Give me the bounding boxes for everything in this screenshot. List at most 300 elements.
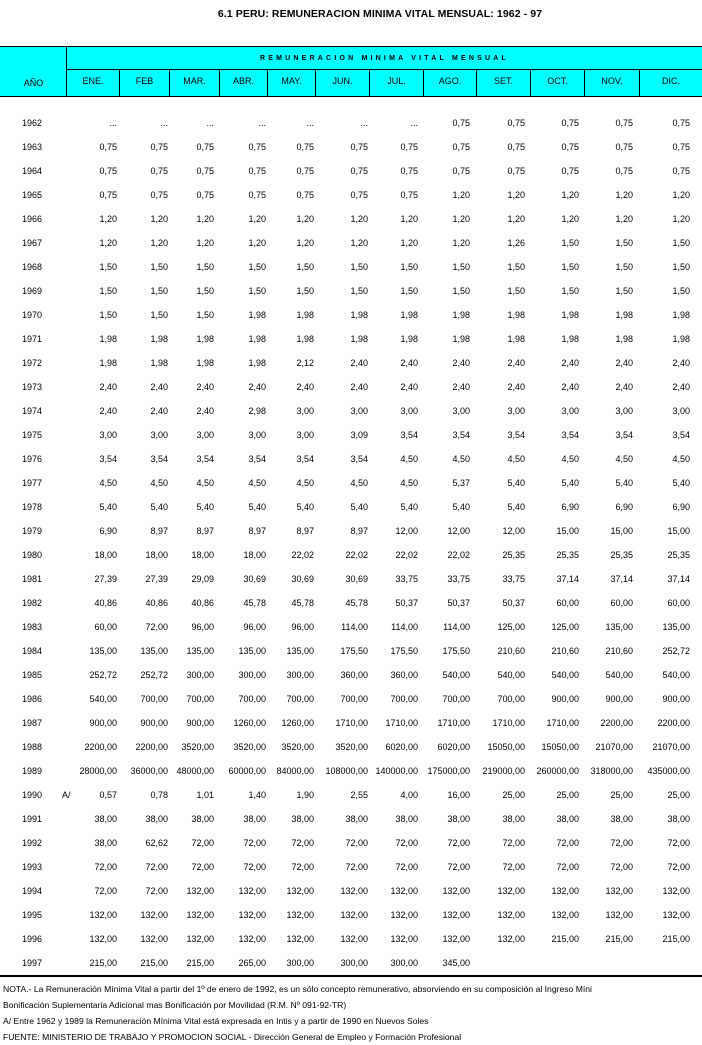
- value-cell: 1,50: [150, 262, 168, 272]
- value-cell: 96,00: [191, 622, 214, 632]
- value-cell: 3,54: [672, 430, 690, 440]
- value-cell: 72,00: [291, 862, 314, 872]
- table-row: [0, 904, 702, 928]
- value-cell: 25,35: [610, 550, 633, 560]
- value-cell: 5,40: [561, 478, 579, 488]
- value-cell: 3,54: [507, 430, 525, 440]
- value-cell: 132,00: [442, 886, 470, 896]
- table-header: [0, 46, 702, 97]
- value-cell: 1,20: [672, 190, 690, 200]
- value-cell: 22,02: [345, 550, 368, 560]
- value-cell: 33,75: [395, 574, 418, 584]
- value-cell: 132,00: [605, 910, 633, 920]
- table-row: [0, 472, 702, 496]
- value-cell: 72,00: [395, 862, 418, 872]
- year-cell: 1963: [22, 142, 43, 152]
- value-cell: 3,00: [507, 406, 525, 416]
- year-cell: 1965: [22, 190, 43, 200]
- year-cell: 1964: [22, 166, 43, 176]
- value-cell: 3,00: [248, 430, 266, 440]
- value-cell: 1,20: [615, 214, 633, 224]
- value-cell: 3,54: [400, 430, 418, 440]
- value-cell: 2,40: [452, 358, 470, 368]
- value-cell: 1,20: [296, 238, 314, 248]
- value-cell: 215,00: [89, 958, 117, 968]
- value-cell: 4,50: [672, 454, 690, 464]
- year-cell: 1969: [22, 286, 43, 296]
- table-row: [0, 160, 702, 184]
- footer-divider: [0, 975, 702, 977]
- value-cell: 1,50: [507, 286, 525, 296]
- month-header: MAR.: [170, 70, 220, 96]
- value-cell: 1,20: [507, 214, 525, 224]
- value-cell: 2,40: [452, 382, 470, 392]
- value-cell: 1,98: [248, 334, 266, 344]
- year-cell: 1972: [22, 358, 43, 368]
- value-cell: 3,54: [296, 454, 314, 464]
- value-cell: 1,50: [296, 262, 314, 272]
- value-cell: 0,75: [507, 142, 525, 152]
- value-cell: 0,75: [150, 142, 168, 152]
- value-cell: 132,00: [442, 910, 470, 920]
- value-cell: 2,40: [350, 358, 368, 368]
- value-cell: 132,00: [605, 886, 633, 896]
- value-cell: 0,75: [196, 190, 214, 200]
- value-cell: 15050,00: [541, 742, 579, 752]
- value-cell: 4,00: [400, 790, 418, 800]
- value-cell: ...: [160, 118, 168, 128]
- value-cell: 4,50: [400, 478, 418, 488]
- value-cell: 1,50: [615, 286, 633, 296]
- value-cell: 15,00: [556, 526, 579, 536]
- value-cell: 700,00: [186, 694, 214, 704]
- value-cell: 1,98: [150, 358, 168, 368]
- value-cell: 210,60: [497, 646, 525, 656]
- value-cell: 700,00: [442, 694, 470, 704]
- value-cell: 132,00: [390, 910, 418, 920]
- value-cell: 135,00: [605, 622, 633, 632]
- value-cell: 252,72: [140, 670, 168, 680]
- value-cell: 2,40: [672, 382, 690, 392]
- table-row: [0, 280, 702, 304]
- value-cell: 3,54: [248, 454, 266, 464]
- value-cell: 3,00: [99, 430, 117, 440]
- value-cell: 135,00: [186, 646, 214, 656]
- value-cell: 4,50: [507, 454, 525, 464]
- value-cell: 300,00: [186, 670, 214, 680]
- value-cell: 700,00: [340, 694, 368, 704]
- value-cell: 0,75: [452, 118, 470, 128]
- value-cell: ...: [206, 118, 214, 128]
- value-cell: 0,75: [350, 190, 368, 200]
- value-cell: 2,55: [350, 790, 368, 800]
- value-cell: 1,98: [672, 334, 690, 344]
- value-cell: 60000,00: [228, 766, 266, 776]
- value-cell: 5,40: [400, 502, 418, 512]
- value-cell: 18,00: [145, 550, 168, 560]
- value-cell: 0,75: [615, 118, 633, 128]
- value-cell: 1,20: [248, 214, 266, 224]
- value-cell: 1,20: [99, 214, 117, 224]
- value-cell: 1,98: [350, 310, 368, 320]
- value-cell: 72,00: [243, 838, 266, 848]
- value-cell: 215,00: [662, 934, 690, 944]
- value-cell: 1,50: [99, 310, 117, 320]
- value-cell: 25,00: [667, 790, 690, 800]
- value-cell: 40,86: [145, 598, 168, 608]
- value-cell: 1,50: [561, 238, 579, 248]
- value-cell: 300,00: [340, 958, 368, 968]
- value-cell: 1,50: [615, 262, 633, 272]
- year-cell: 1973: [22, 382, 43, 392]
- value-cell: 114,00: [341, 622, 368, 632]
- year-cell: 1993: [22, 862, 43, 872]
- value-cell: 3520,00: [281, 742, 314, 752]
- value-cell: 114,00: [443, 622, 470, 632]
- value-cell: 1,98: [561, 310, 579, 320]
- value-cell: 18,00: [94, 550, 117, 560]
- value-cell: 900,00: [140, 718, 168, 728]
- value-cell: 2,40: [615, 358, 633, 368]
- value-cell: 252,72: [662, 646, 690, 656]
- value-cell: 1,98: [672, 310, 690, 320]
- value-cell: 175,50: [442, 646, 470, 656]
- value-cell: 132,00: [442, 934, 470, 944]
- value-cell: 72,00: [291, 838, 314, 848]
- value-cell: 140000,00: [375, 766, 418, 776]
- value-cell: 8,97: [150, 526, 168, 536]
- value-cell: 900,00: [551, 694, 579, 704]
- value-cell: 0,75: [507, 166, 525, 176]
- value-cell: 1,50: [150, 310, 168, 320]
- value-cell: 360,00: [390, 670, 418, 680]
- value-cell: 0,75: [248, 142, 266, 152]
- table-row: [0, 856, 702, 880]
- value-cell: 0,75: [99, 166, 117, 176]
- value-cell: 215,00: [551, 934, 579, 944]
- value-cell: 2,40: [196, 406, 214, 416]
- month-header: AGO.: [424, 70, 477, 96]
- value-cell: 2,40: [400, 358, 418, 368]
- value-cell: 1,98: [196, 334, 214, 344]
- value-cell: 132,00: [186, 934, 214, 944]
- value-cell: 25,35: [556, 550, 579, 560]
- value-cell: 1,98: [507, 334, 525, 344]
- table-row: [0, 256, 702, 280]
- table-row: [0, 808, 702, 832]
- value-cell: 132,00: [286, 934, 314, 944]
- year-cell: 1996: [22, 934, 43, 944]
- value-cell: 40,86: [191, 598, 214, 608]
- year-cell: 1962: [22, 118, 43, 128]
- value-cell: 2,40: [561, 358, 579, 368]
- value-cell: 96,00: [243, 622, 266, 632]
- value-cell: 72,00: [94, 886, 117, 896]
- value-cell: 2,40: [507, 382, 525, 392]
- value-cell: 5,40: [150, 502, 168, 512]
- value-cell: 5,40: [296, 502, 314, 512]
- value-cell: 1,50: [150, 286, 168, 296]
- value-cell: 8,97: [196, 526, 214, 536]
- value-cell: 30,69: [243, 574, 266, 584]
- value-cell: 25,00: [610, 790, 633, 800]
- year-note-marker: A/: [62, 790, 71, 800]
- value-cell: 5,40: [615, 478, 633, 488]
- value-cell: 3,54: [615, 430, 633, 440]
- table-row: [0, 544, 702, 568]
- value-cell: 135,00: [140, 646, 168, 656]
- value-cell: 38,00: [395, 814, 418, 824]
- value-cell: 6,90: [99, 526, 117, 536]
- month-header: ENE.: [67, 70, 120, 96]
- value-cell: 84000,00: [276, 766, 314, 776]
- value-cell: 1,26: [507, 238, 525, 248]
- year-header-label: AÑO: [23, 78, 44, 88]
- value-cell: 27,39: [94, 574, 117, 584]
- value-cell: 72,00: [556, 862, 579, 872]
- value-cell: 45,78: [291, 598, 314, 608]
- value-cell: 175000,00: [427, 766, 470, 776]
- value-cell: 72,00: [395, 838, 418, 848]
- value-cell: 0,75: [99, 190, 117, 200]
- value-cell: 25,00: [502, 790, 525, 800]
- table-row: [0, 928, 702, 952]
- value-cell: 135,00: [662, 622, 690, 632]
- value-cell: 2,40: [350, 382, 368, 392]
- value-cell: 700,00: [390, 694, 418, 704]
- value-cell: 345,00: [442, 958, 470, 968]
- year-cell: 1981: [22, 574, 43, 584]
- value-cell: 2,40: [150, 406, 168, 416]
- value-cell: 4,50: [615, 454, 633, 464]
- table-row: [0, 952, 702, 976]
- value-cell: ...: [360, 118, 368, 128]
- footnote-line: Bonificación Suplementaria Adicional mas Bonificación por Movilidad (R.M. Nº 091-92-TR): [3, 1000, 347, 1010]
- value-cell: 4,50: [400, 454, 418, 464]
- month-header: DIC.: [662, 76, 680, 86]
- value-cell: 6,90: [615, 502, 633, 512]
- value-cell: 0,75: [615, 166, 633, 176]
- year-cell: 1974: [22, 406, 43, 416]
- value-cell: 0,75: [196, 166, 214, 176]
- value-cell: 132,00: [186, 910, 214, 920]
- value-cell: 0,75: [615, 142, 633, 152]
- value-cell: 132,00: [140, 910, 168, 920]
- value-cell: 0,75: [150, 190, 168, 200]
- value-cell: 1,50: [196, 286, 214, 296]
- table-row: [0, 328, 702, 352]
- value-cell: 1,50: [350, 262, 368, 272]
- value-cell: 0,78: [150, 790, 168, 800]
- year-cell: 1997: [22, 958, 43, 968]
- value-cell: 0,75: [561, 166, 579, 176]
- value-cell: 1,50: [248, 286, 266, 296]
- month-header: ABR.: [220, 70, 268, 96]
- value-cell: 72,00: [610, 838, 633, 848]
- value-cell: 60,00: [94, 622, 117, 632]
- value-cell: 0,75: [400, 190, 418, 200]
- value-cell: 0,75: [296, 190, 314, 200]
- value-cell: ...: [258, 118, 266, 128]
- value-cell: 72,00: [667, 862, 690, 872]
- table-row: [0, 112, 702, 136]
- value-cell: 1,98: [452, 334, 470, 344]
- value-cell: 3,00: [196, 430, 214, 440]
- value-cell: 2,40: [507, 358, 525, 368]
- value-cell: 12,00: [395, 526, 418, 536]
- value-cell: 38,00: [502, 814, 525, 824]
- value-cell: 1,20: [150, 214, 168, 224]
- value-cell: 38,00: [145, 814, 168, 824]
- value-cell: 0,75: [507, 118, 525, 128]
- value-cell: 0,75: [452, 142, 470, 152]
- table-row: [0, 184, 702, 208]
- value-cell: 132,00: [390, 886, 418, 896]
- value-cell: 0,75: [672, 142, 690, 152]
- value-cell: 3,09: [350, 430, 368, 440]
- table-row: [0, 448, 702, 472]
- value-cell: 1,98: [248, 358, 266, 368]
- value-cell: 132,00: [286, 886, 314, 896]
- value-cell: 72,00: [345, 838, 368, 848]
- value-cell: 12,00: [447, 526, 470, 536]
- table-row: [0, 592, 702, 616]
- value-cell: ...: [306, 118, 314, 128]
- value-cell: 1,98: [615, 334, 633, 344]
- value-cell: 1,20: [350, 214, 368, 224]
- value-cell: 1710,00: [335, 718, 368, 728]
- value-cell: 6020,00: [385, 742, 418, 752]
- value-cell: 4,50: [452, 454, 470, 464]
- value-cell: 1,98: [296, 334, 314, 344]
- table-row: [0, 496, 702, 520]
- month-header: NOV.: [585, 70, 640, 96]
- value-cell: 219000,00: [482, 766, 525, 776]
- value-cell: 3,00: [615, 406, 633, 416]
- value-cell: 18,00: [191, 550, 214, 560]
- value-cell: 1,98: [400, 310, 418, 320]
- value-cell: 215,00: [140, 958, 168, 968]
- value-cell: 8,97: [296, 526, 314, 536]
- value-cell: 3,00: [561, 406, 579, 416]
- value-cell: 1,50: [400, 262, 418, 272]
- value-cell: 38,00: [243, 814, 266, 824]
- value-cell: 132,00: [286, 910, 314, 920]
- value-cell: 0,75: [452, 166, 470, 176]
- month-header: OCT.: [531, 70, 585, 96]
- value-cell: 3,00: [296, 430, 314, 440]
- value-cell: 1,50: [248, 262, 266, 272]
- value-cell: 2200,00: [600, 718, 633, 728]
- value-cell: ...: [410, 118, 418, 128]
- value-cell: 72,00: [145, 886, 168, 896]
- footnote-line: FUENTE: MINISTERIO DE TRABAJO Y PROMOCION SOCIAL - Dirección General de Empleo y Formación Profesional: [3, 1032, 462, 1042]
- value-cell: 132,00: [186, 886, 214, 896]
- value-cell: 50,37: [395, 598, 418, 608]
- value-cell: 22,02: [395, 550, 418, 560]
- value-cell: 30,69: [291, 574, 314, 584]
- value-cell: 60,00: [667, 598, 690, 608]
- value-cell: 1,98: [296, 310, 314, 320]
- month-headers: [67, 70, 702, 96]
- value-cell: 2,40: [248, 382, 266, 392]
- value-cell: 360,00: [340, 670, 368, 680]
- value-cell: 4,50: [196, 478, 214, 488]
- value-cell: 700,00: [140, 694, 168, 704]
- value-cell: 1,98: [350, 334, 368, 344]
- value-cell: 25,35: [667, 550, 690, 560]
- value-cell: 72,00: [447, 862, 470, 872]
- value-cell: 2,40: [400, 382, 418, 392]
- value-cell: 540,00: [605, 670, 633, 680]
- value-cell: 38,00: [291, 814, 314, 824]
- value-cell: 50,37: [447, 598, 470, 608]
- value-cell: 3,00: [350, 406, 368, 416]
- value-cell: 38,00: [447, 814, 470, 824]
- value-cell: 540,00: [442, 670, 470, 680]
- value-cell: 265,00: [238, 958, 266, 968]
- value-cell: 0,75: [400, 142, 418, 152]
- value-cell: 72,00: [94, 862, 117, 872]
- value-cell: 1,20: [196, 238, 214, 248]
- value-cell: 4,50: [350, 478, 368, 488]
- value-cell: 1710,00: [492, 718, 525, 728]
- value-cell: 2200,00: [657, 718, 690, 728]
- value-cell: 72,00: [667, 838, 690, 848]
- value-cell: 1,20: [99, 238, 117, 248]
- year-cell: 1991: [22, 814, 43, 824]
- value-cell: 0,75: [350, 166, 368, 176]
- year-cell: 1983: [22, 622, 43, 632]
- value-cell: 3,00: [672, 406, 690, 416]
- value-cell: 1,50: [672, 238, 690, 248]
- value-cell: 2,40: [296, 382, 314, 392]
- footnotes: [3, 981, 702, 1045]
- value-cell: 72,00: [191, 862, 214, 872]
- year-cell: 1979: [22, 526, 43, 536]
- value-cell: 8,97: [248, 526, 266, 536]
- year-cell: 1971: [22, 334, 43, 344]
- value-cell: 135,00: [286, 646, 314, 656]
- value-cell: 0,75: [400, 166, 418, 176]
- value-cell: 3520,00: [233, 742, 266, 752]
- value-cell: 5,40: [350, 502, 368, 512]
- value-cell: 540,00: [89, 694, 117, 704]
- value-cell: 132,00: [497, 910, 525, 920]
- value-cell: 215,00: [186, 958, 214, 968]
- value-cell: 3,00: [400, 406, 418, 416]
- value-cell: 132,00: [238, 910, 266, 920]
- year-cell: 1995: [22, 910, 43, 920]
- year-cell: 1987: [22, 718, 43, 728]
- value-cell: 72,00: [145, 622, 168, 632]
- year-cell: 1985: [22, 670, 43, 680]
- year-cell: 1984: [22, 646, 43, 656]
- value-cell: 1260,00: [233, 718, 266, 728]
- value-cell: 4,50: [99, 478, 117, 488]
- value-cell: 900,00: [605, 694, 633, 704]
- value-cell: 540,00: [662, 670, 690, 680]
- table-title: 6.1 PERU: REMUNERACION MINIMA VITAL MENSUAL: 1962 - 97: [217, 8, 543, 20]
- value-cell: 45,78: [243, 598, 266, 608]
- value-cell: 72,00: [610, 862, 633, 872]
- value-cell: 132,00: [238, 934, 266, 944]
- value-cell: 3,54: [561, 430, 579, 440]
- year-cell: 1980: [22, 550, 43, 560]
- value-cell: 38,00: [667, 814, 690, 824]
- value-cell: 72,00: [502, 862, 525, 872]
- value-cell: 6020,00: [437, 742, 470, 752]
